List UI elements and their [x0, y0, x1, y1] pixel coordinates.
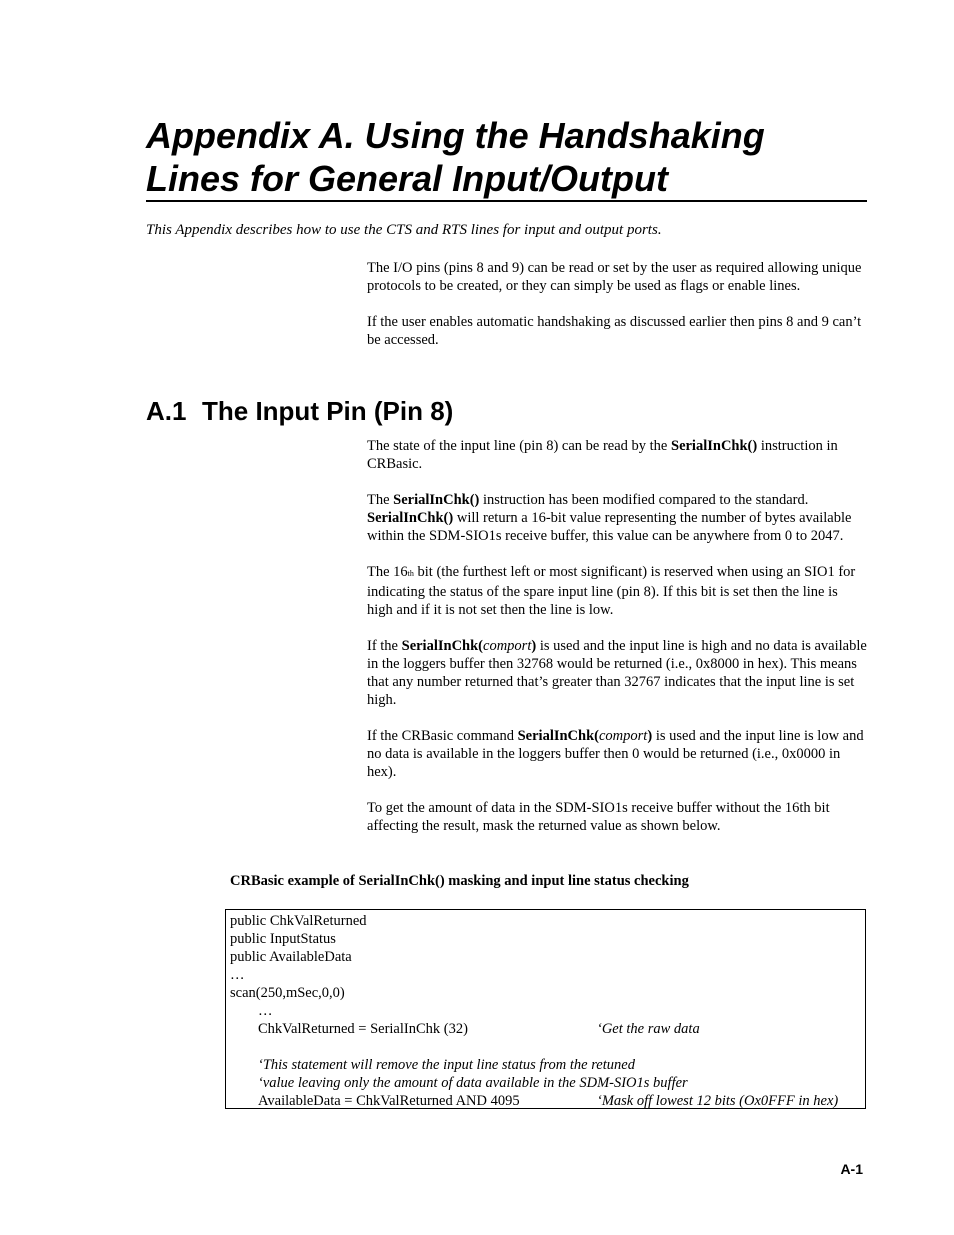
- section-paragraph-6: To get the amount of data in the SDM-SIO1s receive buffer without the 16th bit affecting the result, mask the returned value as shown below.: [367, 800, 830, 834]
- text-run: is used and the input line is low and no data is available in the loggers buffer then 0 would be returned (i.e., 0x0000 in hex).: [367, 728, 864, 780]
- text-run: The state of the input line (pin 8) can be read by the: [367, 438, 671, 454]
- code-example-box: [225, 909, 866, 1109]
- text-run: is used and the input line is high and no data is available in the loggers buffer then 32768 would be returned (i.e., 0x8000 in hex). This means that any number returned that’s greater than 32767 indicates that the input line is set high.: [367, 638, 867, 708]
- instruction-name: SerialInChk(): [671, 438, 758, 454]
- instruction-paren: ): [647, 728, 653, 744]
- code-line-8: ‘This statement will remove the input line status from the retuned: [258, 1057, 635, 1073]
- instruction-paren: ): [531, 638, 537, 654]
- code-line-10: AvailableData = ChkValReturned AND 4095: [258, 1093, 520, 1109]
- section-paragraph-5: [367, 727, 867, 781]
- text-run: If the: [367, 638, 402, 654]
- code-line-4: …: [230, 967, 245, 983]
- section-number: A.1: [146, 396, 187, 426]
- code-example-caption: CRBasic example of SerialInChk() masking and input line status checking: [230, 873, 689, 889]
- title-line-2: Lines for General Input/Output: [146, 158, 668, 199]
- overview-text: [367, 259, 867, 349]
- text-run: will return a 16-bit value representing the number of bytes available within the SDM-SIO1s receive buffer, this value can be anywhere from 0 to 2047.: [367, 510, 852, 544]
- title-line-1: Appendix A. Using the Handshaking: [146, 115, 765, 156]
- code-line-2: public InputStatus: [230, 931, 336, 947]
- code-comment-7: ‘Get the raw data: [597, 1021, 700, 1037]
- text-run: instruction has been modified compared to the standard.: [479, 492, 809, 508]
- appendix-intro: This Appendix describes how to use the CTS and RTS lines for input and output ports.: [146, 222, 662, 238]
- code-line-5: scan(250,mSec,0,0): [230, 985, 345, 1001]
- text-run: bit (the furthest left or most significant) is reserved when using an SIO1 for indicating the status of the spare input line (pin 8). If this bit is set then the line is high and if it is not set then the line is low.: [367, 564, 856, 618]
- code-line-9: ‘value leaving only the amount of data available in the SDM-SIO1s buffer: [258, 1075, 688, 1091]
- code-line-6: …: [258, 1003, 273, 1019]
- section-body: [367, 437, 867, 835]
- parameter-name: comport: [483, 638, 532, 654]
- instruction-name: SerialInChk(: [517, 728, 599, 744]
- appendix-title: [146, 114, 866, 200]
- section-title: The Input Pin (Pin 8): [202, 396, 454, 426]
- instruction-name: SerialInChk(: [401, 638, 484, 654]
- section-paragraph-1: [367, 437, 867, 473]
- code-line-7: ChkValReturned = SerialInChk (32): [258, 1021, 468, 1037]
- section-paragraph-4: [367, 637, 867, 709]
- page-number: A-1: [840, 1161, 863, 1177]
- section-paragraph-2: [367, 491, 867, 545]
- overview-paragraph-1: The I/O pins (pins 8 and 9) can be read or set by the user as required allowing unique protocols to be created, or they can simply be used as flags or enable lines.: [367, 260, 862, 294]
- text-run: instruction in CRBasic.: [367, 438, 838, 472]
- code-comment-10: ‘Mask off lowest 12 bits (Ox0FFF in hex): [597, 1093, 839, 1109]
- overview-paragraph-2: If the user enables automatic handshaking as discussed earlier then pins 8 and 9 can’t be accessed.: [367, 314, 862, 348]
- instruction-name: SerialInChk(): [367, 510, 454, 526]
- code-line-3: public AvailableData: [230, 949, 352, 965]
- instruction-name: SerialInChk(): [393, 492, 480, 508]
- section-paragraph-3: [367, 563, 867, 619]
- section-heading: [146, 394, 453, 428]
- ordinal-suffix: th: [407, 569, 414, 578]
- text-run: The 16: [367, 564, 408, 580]
- title-underline: [146, 200, 867, 202]
- code-line-1: public ChkValReturned: [230, 913, 367, 929]
- parameter-name: comport: [599, 728, 648, 744]
- text-run: The: [367, 492, 394, 508]
- text-run: If the CRBasic command: [367, 728, 518, 744]
